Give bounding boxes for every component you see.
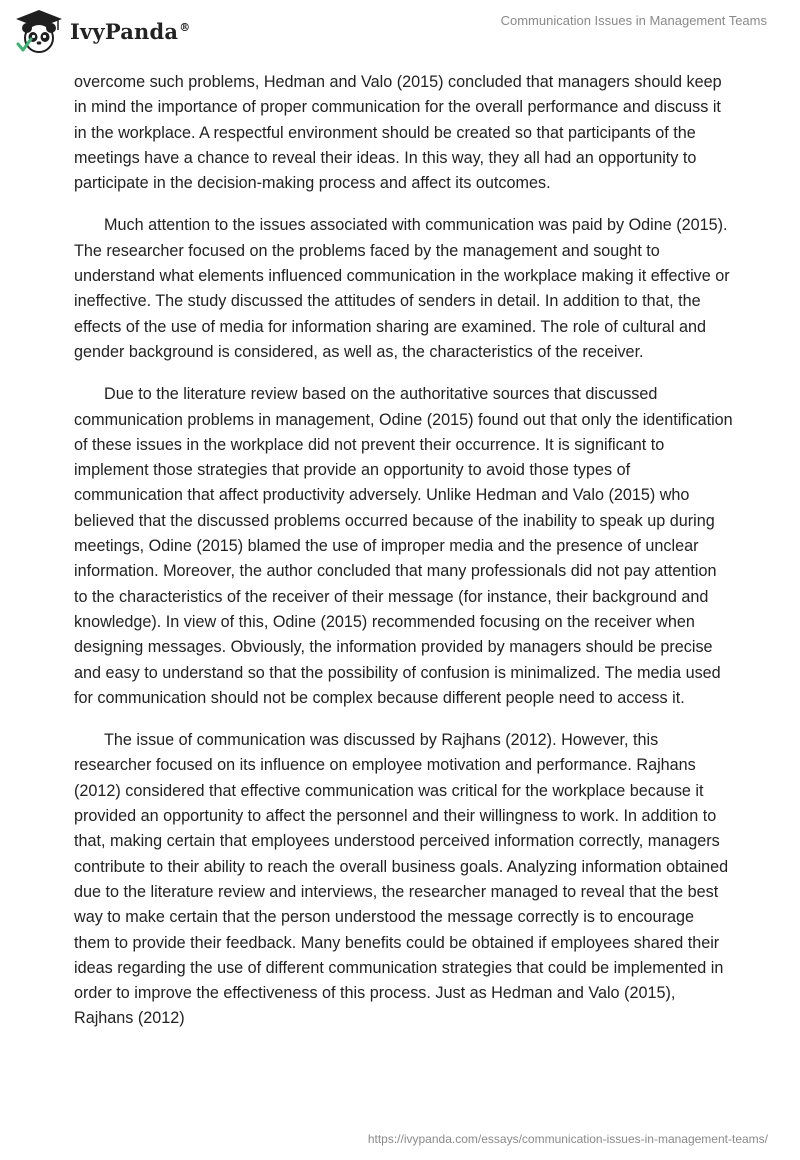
paragraph: Due to the literature review based on the authoritative sources that discussed communication problems in management, Odine (2015) found out that only the identification of these issues in the workplace did not prevent their occurrence. It is significant to implement those strategies that provide an opportunity to avoid those types of communication that affect productivity adversely. Unlike Hedman and Valo (2015) who believed that the discussed problems occurred because of the inability to speak up during meetings, Odine (2015) blamed the use of improper media and the presence of unclear information. Moreover, the author concluded that many professionals did not pay attention to the characteristics of the receiver of their message (for instance, their background and knowledge). In view of this, Odine (2015) recommended focusing on the receiver when designing messages. Obviously, the information provided by managers should be precise and easy to understand so that the possibility of confusion is minimalized. The media used for communication should not be complex because different people need to access it. [74,385,733,707]
brand-name [70,19,190,44]
essay-body [74,70,734,1049]
paragraph: Much attention to the issues associated with communication was paid by Odine (2015). The researcher focused on the problems faced by the management and sought to understand what elements influenced communication in the workplace making it effective or ineffective. The study discussed the attitudes of senders in detail. In addition to that, the effects of the use of media for information sharing are examined. The role of cultural and gender background is considered, as well as, the characteristics of the receiver. [74,216,730,361]
registered-mark: ® [179,20,191,34]
brand-name-text: IvyPanda [70,18,179,44]
panda-mascot-icon [14,8,64,54]
paragraph: The issue of communication was discussed by Rajhans (2012). However, this researcher focused on its influence on employee motivation and performance. Rajhans (2012) considered that effective communication was critical for the workplace because it provided an opportunity to affect the personnel and their willingness to work. In addition to that, making certain that employees understood perceived information correctly, managers contribute to their ability to reach the overall business goals. Analyzing information obtained due to the literature review and interviews, the researcher managed to reveal that the best way to make certain that the person understood the message correctly is to encourage them to provide their feedback. Many benefits could be obtained if employees shared their ideas regarding the use of different communication strategies that could be implemented in order to improve the effectiveness of this process. Just as Hedman and Valo (2015), Rajhans (2012) [74,731,729,1028]
document-title: Communication Issues in Management Teams [500,13,767,28]
brand-logo[interactable] [14,8,190,54]
page-header [0,0,800,64]
paragraph: overcome such problems, Hedman and Valo (2015) concluded that managers should keep in mind the importance of proper communication for the overall performance and discuss it in the workplace. A respectful environment should be created so that participants of the meetings have a chance to reveal their ideas. In this way, they all had an opportunity to participate in the decision-making process and affect its outcomes. [74,73,722,193]
source-url[interactable]: https://ivypanda.com/essays/communication-issues-in-management-teams/ [367,1132,768,1146]
